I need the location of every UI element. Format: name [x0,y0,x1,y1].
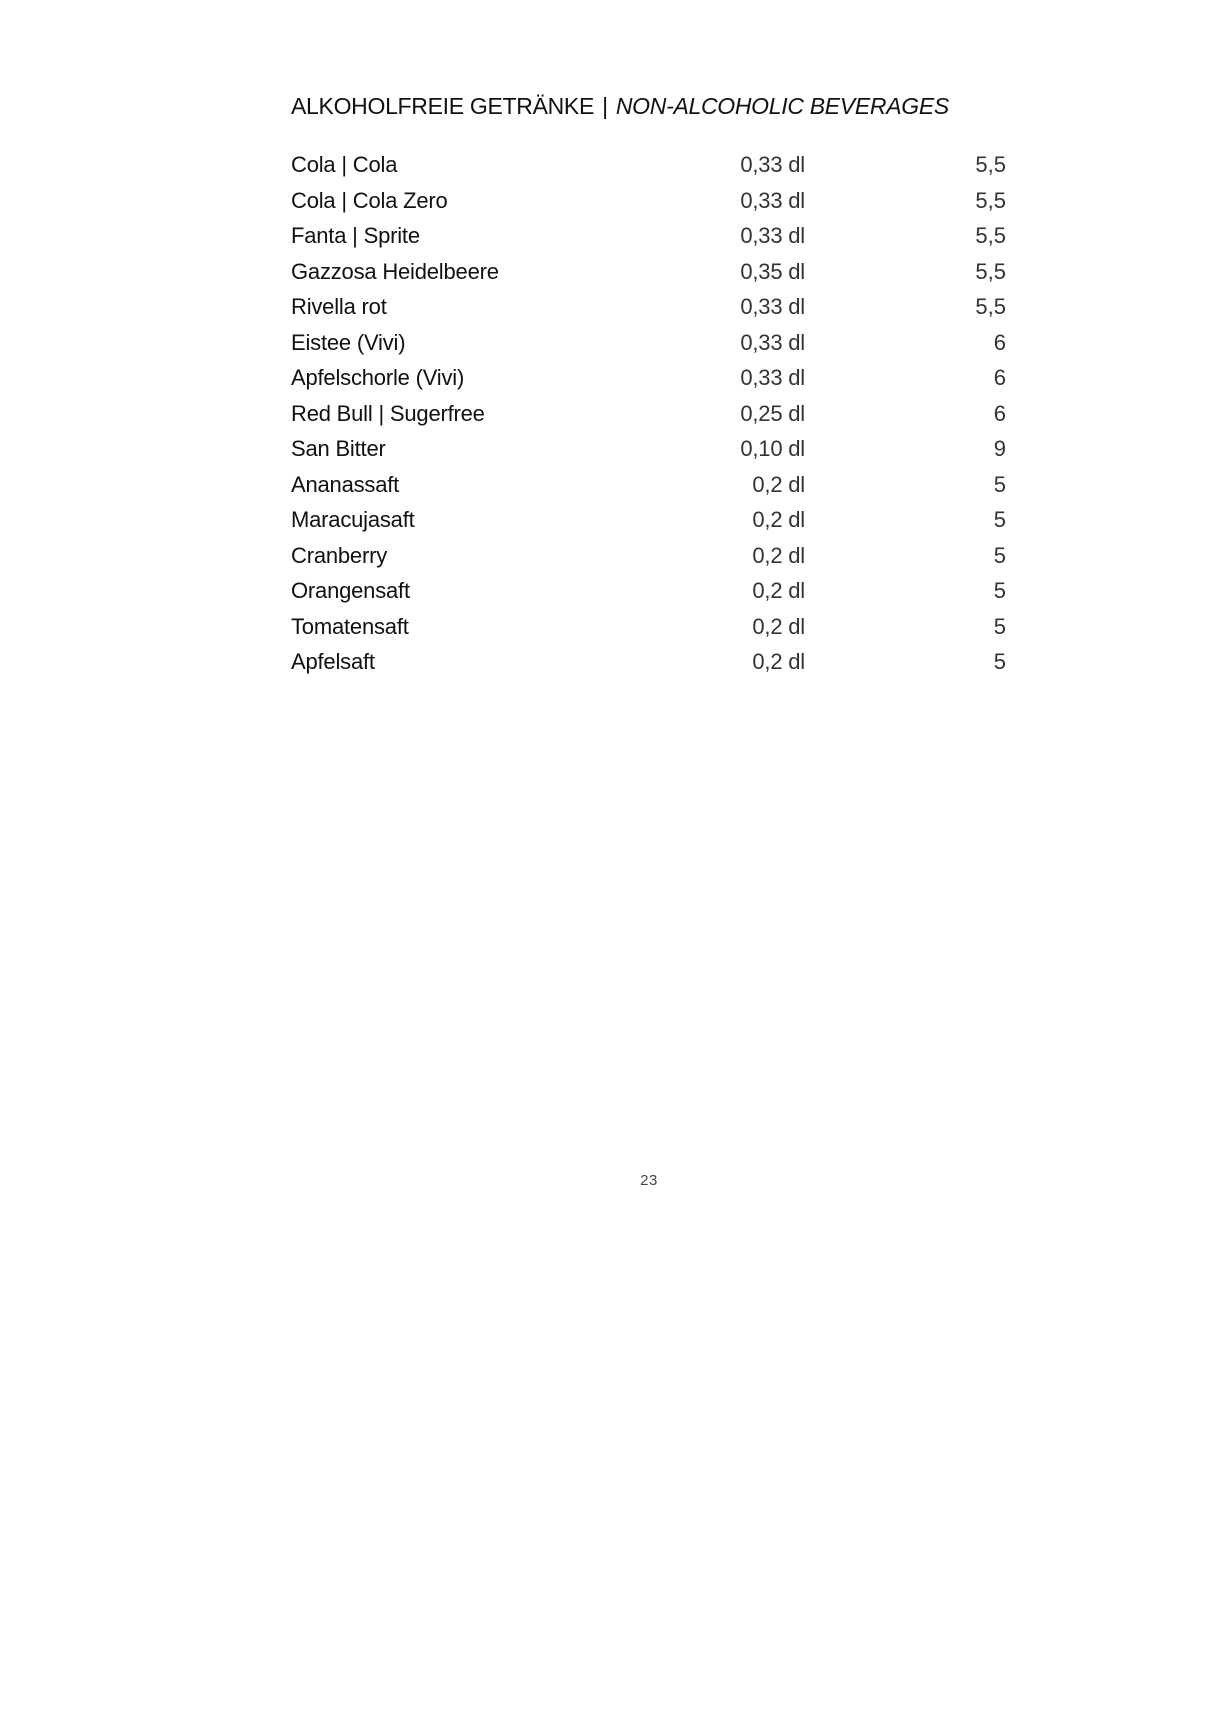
item-size: 0,2 dl [752,649,805,674]
heading-title-de: ALKOHOLFREIE GETRÄNKE [291,93,594,119]
menu-item-row [291,186,1011,222]
item-name: Fanta | Sprite [291,223,420,248]
item-price: 5,5 [975,223,1006,248]
item-size: 0,2 dl [752,613,805,639]
menu-item-row [291,328,1011,364]
item-price: 5 [993,471,1006,497]
item-size: 0,33 dl [740,294,805,319]
item-name: Cola | Cola Zero [291,187,448,213]
item-size: 0,35 dl [740,258,805,284]
item-price: 5 [993,613,1006,639]
item-name: Cranberry [291,542,388,568]
item-size: 0,33 dl [740,223,805,248]
menu-item-row [291,505,1011,541]
menu-item-row [291,150,1011,186]
item-name: Maracujasaft [291,507,415,532]
section-heading [291,91,949,121]
item-name: Ananassaft [291,471,400,497]
item-name: Orangensaft [291,578,410,603]
item-name: Eistee (Vivi) [291,329,406,355]
menu-item-row [291,292,1011,328]
item-name: Tomatensaft [291,613,409,639]
menu-item-row [291,612,1011,648]
item-size: 0,33 dl [740,365,805,390]
item-size: 0,10 dl [740,436,805,461]
item-price: 5,5 [975,294,1006,319]
item-price: 5,5 [975,258,1006,284]
item-name: Gazzosa Heidelbeere [291,258,499,284]
item-price: 5 [993,542,1006,568]
item-price: 5,5 [975,152,1006,177]
menu-item-row [291,363,1011,399]
item-price: 9 [993,436,1006,461]
item-price: 5,5 [975,187,1006,213]
item-name: San Bitter [291,436,386,461]
item-name: Red Bull | Sugerfree [291,400,485,426]
item-price: 6 [993,329,1006,355]
menu-item-row [291,434,1011,470]
item-price: 5 [993,507,1006,532]
heading-separator: | [602,93,608,119]
item-size: 0,33 dl [740,329,805,355]
item-price: 5 [993,649,1006,674]
item-price: 6 [993,400,1006,426]
menu-item-row [291,221,1011,257]
item-size: 0,2 dl [752,578,805,603]
item-price: 5 [993,578,1006,603]
item-name: Apfelsaft [291,649,375,674]
page-number: 23 [640,1172,658,1189]
menu-item-row [291,541,1011,577]
menu-item-row [291,470,1011,506]
menu-item-row [291,647,1011,683]
item-name: Rivella rot [291,294,387,319]
item-size: 0,33 dl [740,187,805,213]
item-price: 6 [993,365,1006,390]
item-size: 0,2 dl [752,507,805,532]
menu-item-row [291,576,1011,612]
item-size: 0,2 dl [752,471,805,497]
item-name: Apfelschorle (Vivi) [291,365,465,390]
item-size: 0,25 dl [740,400,805,426]
item-name: Cola | Cola [291,152,398,177]
heading-title-en: NON-ALCOHOLIC BEVERAGES [615,93,949,119]
beverage-list [291,150,1011,683]
menu-item-row [291,399,1011,435]
item-size: 0,2 dl [752,542,805,568]
item-size: 0,33 dl [740,152,805,177]
menu-item-row [291,257,1011,293]
